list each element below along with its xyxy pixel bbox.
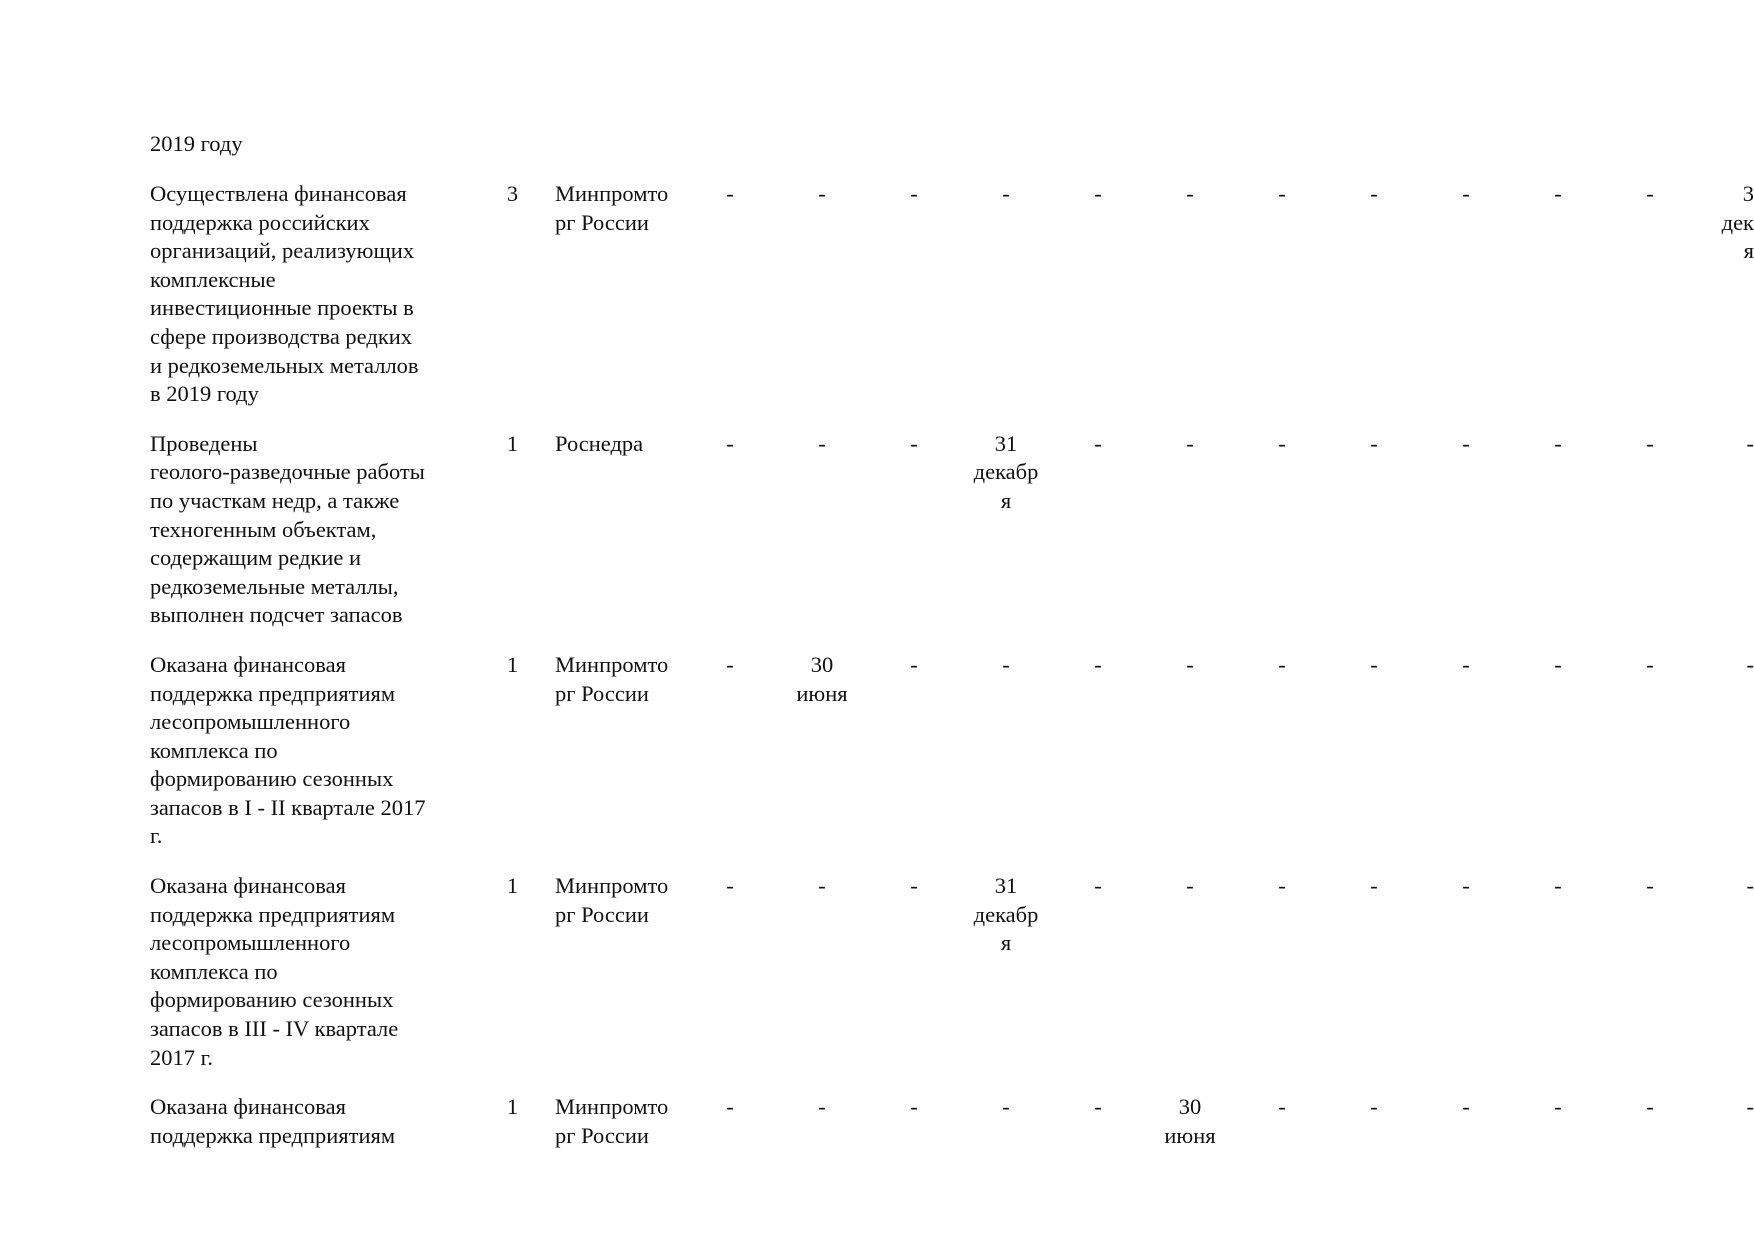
deadline-cell-7 [1236,872,1328,1072]
deadline-cell-4 [960,180,1052,409]
row-spacer [150,409,1754,430]
description-line: запасов в III - IV квартале [150,1016,399,1042]
agency-line: рг России [555,1122,649,1148]
deadline-cell-10 [1512,180,1604,409]
deadline-cell-5 [1052,651,1144,851]
deadline-line: - [910,651,918,677]
deadline-line: - [1554,430,1562,456]
responsible-agency [555,1093,684,1150]
deadline-line: - [1186,430,1194,456]
deadline-cell-9 [1420,872,1512,1072]
deadline-cell-2 [776,430,868,630]
deadline-cell-5 [1052,180,1144,409]
deadline-line: - [1370,873,1378,899]
description-line: комплекса по [150,958,278,984]
agency-line: Минпромто [555,1094,669,1120]
description-line: Оказана финансовая [150,651,346,677]
deadline-line: - [1094,181,1102,206]
deadline-cell-11 [1604,180,1696,409]
deadline-cell-2 [776,180,868,409]
plan-table [150,180,1754,1150]
spacer-cell [150,409,1754,430]
deadline-line: - [1278,181,1286,206]
responsible-agency [555,180,684,409]
deadline-line: - [1094,651,1102,677]
description-line: формированию сезонных [150,766,394,792]
deadline-line: - [818,873,826,899]
deadline-cell-6 [1144,430,1236,630]
description-line: поддержка предприятиям [150,1122,396,1148]
description-line: лесопромышленного [150,709,351,735]
continued-text: 2019 году [150,131,243,156]
description-line: выполнен подсчет запасов [150,602,403,628]
deadline-line: я [1743,238,1754,264]
description-line: инвестиционные проекты в [150,295,414,321]
quantity-cell: 3 [506,181,519,206]
deadline-cell-3 [868,180,960,409]
description-line: Оказана финансовая [150,873,346,899]
description-line: геолого-разведочные работы [150,459,425,485]
deadline-cell-8 [1328,430,1420,630]
deadline-cell-10 [1512,1093,1604,1150]
row-spacer [150,1072,1754,1093]
deadline-line: дек [1721,209,1754,235]
deadline-line: - [910,1094,918,1120]
deadline-line: - [1646,430,1654,456]
deadline-line: июня [1164,1122,1216,1148]
agency-line: рг России [555,209,649,235]
spacer-cell [150,1072,1754,1093]
deadline-cell-5 [1052,1093,1144,1150]
deadline-cell-11 [1604,430,1696,630]
deadline-line: - [1370,181,1378,206]
deadline-cell-3 [868,1093,960,1150]
description-line: 2017 г. [150,1044,213,1070]
deadline-line: декабр [973,901,1039,927]
responsible-agency [555,430,684,630]
deadline-line: - [1646,1094,1654,1120]
deadline-cell-8 [1328,872,1420,1072]
deadline-line: - [726,873,734,899]
description-line: редкоземельные металлы, [150,573,399,599]
agency-line: Минпромто [555,651,669,677]
deadline-cell-2 [776,1093,868,1150]
deadline-cell-1 [684,872,776,1072]
deadline-cell-8 [1328,180,1420,409]
deadline-line: - [726,651,734,677]
deadline-cell-4 [960,430,1052,630]
deadline-line: - [1278,430,1286,456]
deadline-line: - [726,181,734,206]
description-line: Осуществлена финансовая [150,181,407,206]
deadline-line: - [910,430,918,456]
description-line: по участкам недр, а также [150,487,400,513]
deadline-line: - [1186,181,1194,206]
deadline-cell-9 [1420,430,1512,630]
deadline-line: - [1002,181,1010,206]
table-row [150,872,1754,1072]
deadline-cell-9 [1420,651,1512,851]
plan-table-body [150,180,1754,1150]
deadline-line: - [1186,651,1194,677]
spacer-cell [150,630,1754,651]
table-row [150,651,1754,851]
description-line: запасов в I - II квартале 2017 [150,794,426,820]
deadline-line: - [1186,873,1194,899]
deadline-line: - [1370,1094,1378,1120]
description-line: сфере производства редких [150,323,413,349]
deadline-line: 30 [810,651,834,677]
deadline-cell-3 [868,872,960,1072]
deadline-cell-10 [1512,651,1604,851]
deadline-line: - [1278,1094,1286,1120]
deadline-line: я [1000,930,1012,956]
deadline-line: - [1746,1094,1754,1120]
deadline-line: - [1554,651,1562,677]
deadline-line: - [1094,873,1102,899]
quantity-cell: 1 [506,430,519,456]
deadline-cell-4 [960,872,1052,1072]
row-spacer [150,851,1754,872]
deadline-cell-12 [1696,180,1754,409]
deadline-cell-9 [1420,1093,1512,1150]
deadline-line: - [1746,651,1754,677]
description-line: и редкоземельных металлов [150,352,419,378]
agency-line: рг России [555,901,649,927]
deadline-cell-12 [1696,651,1754,851]
agency-line: рг России [555,680,649,706]
description-line: содержащим редкие и [150,545,362,571]
description-line: комплексные [150,266,276,292]
deadline-line: 3 [1742,181,1754,206]
deadline-line: - [1094,430,1102,456]
deadline-cell-11 [1604,1093,1696,1150]
deadline-line: - [1554,1094,1562,1120]
deadline-cell-3 [868,430,960,630]
deadline-cell-6 [1144,872,1236,1072]
description-line: комплекса по [150,737,278,763]
description-line: поддержка предприятиям [150,680,396,706]
deadline-line: - [1002,1094,1010,1120]
deadline-line: - [1094,1094,1102,1120]
deadline-cell-4 [960,651,1052,851]
activity-description [150,1093,470,1150]
table-row [150,430,1754,630]
deadline-cell-5 [1052,872,1144,1072]
deadline-line: 30 [1178,1094,1202,1120]
deadline-cell-3 [868,651,960,851]
agency-line: Роснедра [555,430,644,456]
deadline-line: июня [796,680,848,706]
table-row [150,1093,1754,1150]
deadline-line: - [818,181,826,206]
deadline-cell-7 [1236,1093,1328,1150]
deadline-cell-1 [684,651,776,851]
deadline-cell-7 [1236,180,1328,409]
deadline-line: - [1646,651,1654,677]
deadline-line: - [818,430,826,456]
deadline-line: - [1746,873,1754,899]
description-line: поддержка предприятиям [150,901,396,927]
deadline-cell-10 [1512,430,1604,630]
deadline-cell-11 [1604,651,1696,851]
deadline-cell-2 [776,651,868,851]
deadline-cell-1 [684,180,776,409]
deadline-line: - [1278,873,1286,899]
deadline-cell-8 [1328,651,1420,851]
deadline-cell-6 [1144,1093,1236,1150]
deadline-line: - [910,181,918,206]
agency-line: Минпромто [555,181,669,206]
deadline-cell-4 [960,1093,1052,1150]
description-line: г. [150,823,163,849]
deadline-line: - [726,430,734,456]
deadline-cell-1 [684,1093,776,1150]
agency-line: Минпромто [555,873,669,899]
quantity-cell: 1 [506,1094,519,1120]
responsible-agency [555,872,684,1072]
deadline-line: - [1278,651,1286,677]
description-line: поддержка российских [150,209,370,235]
deadline-cell-7 [1236,651,1328,851]
deadline-line: - [1554,181,1562,206]
deadline-line: - [1370,430,1378,456]
activity-description [150,651,470,851]
deadline-cell-6 [1144,651,1236,851]
spacer-cell [150,851,1754,872]
deadline-line: - [1370,651,1378,677]
deadline-cell-11 [1604,872,1696,1072]
deadline-line: - [1554,873,1562,899]
deadline-cell-6 [1144,180,1236,409]
deadline-cell-12 [1696,430,1754,630]
activity-description [150,180,470,409]
deadline-line: - [1646,181,1654,206]
deadline-line: - [910,873,918,899]
deadline-cell-10 [1512,872,1604,1072]
deadline-line: - [1746,430,1754,456]
deadline-line: - [818,1094,826,1120]
deadline-cell-7 [1236,430,1328,630]
deadline-line: - [1462,651,1470,677]
quantity-cell: 1 [506,873,519,899]
deadline-line: - [1002,651,1010,677]
description-line: Проведены [150,430,258,456]
deadline-line: 31 [994,873,1018,899]
deadline-line: я [1000,487,1012,513]
description-line: в 2019 году [150,381,259,407]
activity-description [150,872,470,1072]
deadline-line: - [1462,181,1470,206]
deadline-cell-9 [1420,180,1512,409]
deadline-line: 31 [994,430,1018,456]
responsible-agency [555,651,684,851]
deadline-line: - [1462,1094,1470,1120]
deadline-cell-12 [1696,872,1754,1072]
deadline-line: - [726,1094,734,1120]
table-row [150,180,1754,409]
activity-description [150,430,470,630]
deadline-cell-5 [1052,430,1144,630]
quantity-cell: 1 [506,651,519,677]
deadline-line: декабр [973,459,1039,485]
deadline-cell-12 [1696,1093,1754,1150]
description-line: техногенным объектам, [150,516,377,542]
deadline-cell-8 [1328,1093,1420,1150]
description-line: организаций, реализующих [150,238,415,264]
deadline-cell-2 [776,872,868,1072]
deadline-line: - [1646,873,1654,899]
deadline-cell-1 [684,430,776,630]
deadline-line: - [1462,873,1470,899]
description-line: формированию сезонных [150,987,394,1013]
description-line: Оказана финансовая [150,1094,346,1120]
description-line: лесопромышленного [150,930,351,956]
deadline-line: - [1462,430,1470,456]
row-spacer [150,630,1754,651]
